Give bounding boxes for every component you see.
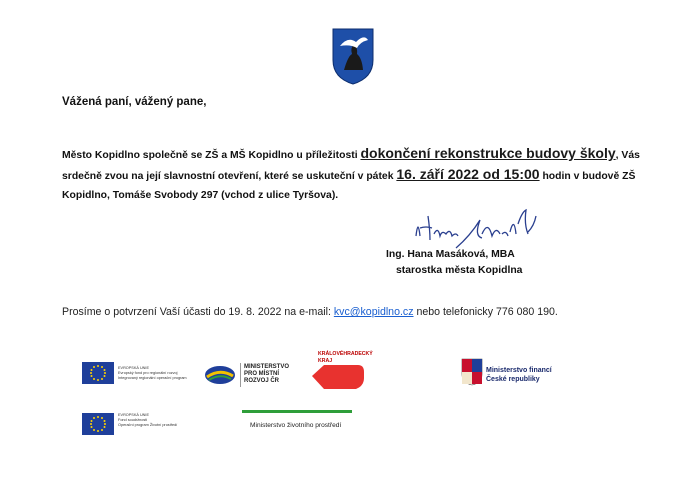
mf-line: Ministerstvo financí bbox=[486, 367, 552, 374]
state-emblem-icon bbox=[461, 358, 483, 386]
town-crest-icon bbox=[330, 26, 376, 86]
mf-line: České republiky bbox=[486, 376, 540, 383]
invitation-line-1 bbox=[62, 144, 640, 165]
eu-program: Operační program Životní prostředí bbox=[118, 423, 178, 427]
rsvp-text: Prosíme o potvrzení Vaší účasti do 19. 8. 2022 na e-mail: bbox=[62, 306, 334, 318]
invitation-line-2 bbox=[62, 165, 636, 186]
signatory-name: Ing. Hana Masáková, MBA bbox=[386, 249, 515, 260]
invitation-text: hodin v budově ZŠ bbox=[539, 171, 636, 182]
eu-fund: Fond soudržnosti bbox=[118, 418, 148, 422]
greeting: Vážená paní, vážený pane, bbox=[62, 96, 207, 108]
eu-flag-icon bbox=[82, 362, 114, 384]
invitation-line-3: Kopidlno, Tomáše Svobody 297 (vchod z ulice Tyršova). bbox=[62, 190, 339, 201]
kraj-logo-icon bbox=[312, 364, 370, 390]
rsvp-line bbox=[62, 306, 558, 318]
eu-flag-icon bbox=[82, 413, 114, 435]
eu-title: EVROPSKÁ UNIE bbox=[118, 413, 150, 417]
mmr-line: MINISTERSTVO bbox=[244, 364, 290, 370]
mmr-line: PRO MÍSTNÍ bbox=[244, 371, 280, 377]
mmr-line: ROZVOJ ČR bbox=[244, 378, 280, 384]
mzp-green-bar bbox=[242, 410, 352, 413]
event-date-highlight: 16. září 2022 od 15:00 bbox=[396, 166, 540, 182]
kraj-caption bbox=[318, 351, 373, 365]
invitation-text: srdečně zvou na její slavnostní otevření, které se uskuteční v pátek bbox=[62, 171, 397, 182]
eu-program: Integrovaný regionální operační program bbox=[118, 376, 187, 380]
kraj-line: KRÁLOVÉHRADECKÝ bbox=[318, 351, 373, 357]
mmr-logo-icon bbox=[203, 364, 237, 386]
email-link[interactable]: kvc@kopidlno.cz bbox=[333, 306, 414, 318]
eu-cf-caption bbox=[118, 413, 204, 428]
logo-divider bbox=[240, 363, 241, 387]
eu-erdf-caption bbox=[118, 366, 204, 381]
eu-erdf-logo bbox=[82, 362, 114, 384]
mzp-caption: Ministerstvo životního prostředí bbox=[250, 422, 342, 429]
mf-caption bbox=[486, 366, 552, 384]
event-highlight: dokončení rekonstrukce budovy školy bbox=[360, 145, 616, 161]
mmr-caption bbox=[244, 364, 289, 385]
eu-title: EVROPSKÁ UNIE bbox=[118, 366, 150, 370]
invitation-text: Město Kopidlno společně se ZŠ a MŠ Kopidlno u příležitosti bbox=[62, 150, 361, 161]
invitation-paragraph bbox=[62, 144, 640, 205]
signatory-title: starostka města Kopidlna bbox=[396, 265, 523, 276]
eu-fund: Evropský fond pro regionální rozvoj bbox=[118, 371, 178, 375]
kraj-line: KRAJ bbox=[318, 358, 333, 364]
rsvp-text: nebo telefonicky 776 080 190. bbox=[413, 306, 558, 318]
eu-cf-logo bbox=[82, 413, 114, 435]
invitation-text: , Vás bbox=[615, 150, 640, 161]
